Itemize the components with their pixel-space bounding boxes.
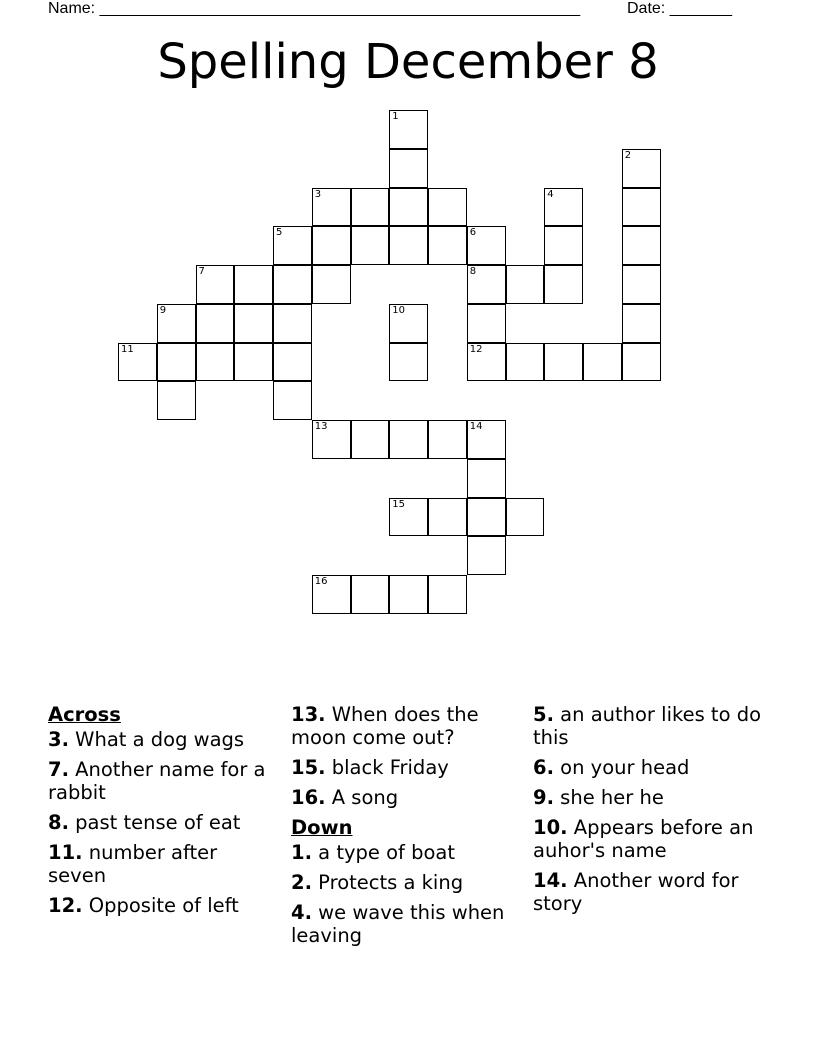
grid-cell[interactable] [196,304,235,343]
grid-cell[interactable] [273,265,312,304]
grid-cell[interactable] [544,226,583,265]
grid-cell[interactable] [389,343,428,382]
clues-column-1 [48,703,276,924]
clue-across-16: 16. A song [291,786,399,809]
grid-cell[interactable] [506,343,545,382]
clue-number: 6 [469,227,477,239]
grid-cell[interactable] [312,420,351,459]
grid-cell[interactable] [467,343,506,382]
clue-number: 11 [121,343,134,355]
clue-down-4: 4. we wave this when leaving [291,901,505,947]
grid-cell[interactable] [389,110,428,149]
grid-cell[interactable] [389,304,428,343]
clue-number: 7 [198,266,205,277]
clue-number: 16 [314,576,328,587]
grid-cell[interactable] [544,343,583,382]
grid-cell[interactable] [157,304,196,343]
grid-cell[interactable] [118,343,157,382]
grid-cell[interactable] [622,188,661,227]
grid-cell[interactable] [467,498,506,537]
grid-cell[interactable] [428,420,467,459]
date-field-label: Date: _______ [627,0,732,17]
grid-cell[interactable] [312,188,351,227]
grid-cell[interactable] [351,575,390,614]
grid-cell[interactable] [389,226,428,265]
clue-number: 2 [624,149,632,161]
across-heading: Across [48,703,121,726]
grid-cell[interactable] [389,575,428,614]
grid-cell[interactable] [196,343,235,382]
grid-cell[interactable] [467,226,506,265]
grid-cell[interactable] [428,575,467,614]
grid-cell[interactable] [622,226,661,265]
grid-cell[interactable] [389,149,428,188]
clues-column-2 [291,703,519,954]
grid-cell[interactable] [312,575,351,614]
grid-cell[interactable] [273,226,312,265]
grid-cell[interactable] [467,304,506,343]
clue-down-9: 9. she her he [533,786,664,809]
grid-cell[interactable] [389,420,428,459]
grid-cell[interactable] [622,343,661,382]
grid-cell[interactable] [312,226,351,265]
clue-number: 9 [159,304,167,316]
grid-cell[interactable] [157,343,196,382]
clue-number: 5 [276,227,283,239]
clue-down-10: 10. Appears before an auhor's name [533,816,754,862]
grid-cell[interactable] [273,343,312,382]
grid-cell[interactable] [234,265,273,304]
clue-number: 14 [469,421,483,432]
page-title: Spelling December 8 [157,34,659,90]
grid-cell[interactable] [622,265,661,304]
grid-cell[interactable] [157,381,196,420]
grid-cell[interactable] [467,536,506,575]
grid-cell[interactable] [196,265,235,304]
clue-across-7: 7. Another name for a rabbit [48,758,266,804]
grid-cell[interactable] [544,188,583,227]
clue-number: 12 [469,343,483,355]
grid-cell[interactable] [583,343,622,382]
grid-cell[interactable] [351,420,390,459]
clue-number: 3 [314,188,322,200]
clue-number: 1 [392,111,399,122]
grid-cell[interactable] [506,265,545,304]
grid-cell[interactable] [428,226,467,265]
clue-down-14: 14. Another word for story [533,869,739,915]
clue-number: 10 [392,304,405,316]
grid-cell[interactable] [467,265,506,304]
clue-down-1: 1. a type of boat [291,841,455,864]
down-heading: Down [291,816,353,839]
grid-cell[interactable] [312,265,351,304]
grid-cell[interactable] [544,265,583,304]
clue-number: 4 [547,188,554,200]
grid-cell[interactable] [467,420,506,459]
clue-across-13: 13. When does the moon come out? [291,703,479,749]
clue-across-11: 11. number after seven [48,841,218,887]
clues-column-3 [533,703,765,922]
clue-across-8: 8. past tense of eat [48,811,241,834]
grid-cell[interactable] [273,304,312,343]
name-field-label: Name: ______________________________________________________ [48,0,581,17]
clue-number: 13 [314,421,328,432]
grid-cell[interactable] [389,498,428,537]
grid-cell[interactable] [428,188,467,227]
clue-across-12: 12. Opposite of left [48,894,239,917]
grid-cell[interactable] [506,498,545,537]
grid-cell[interactable] [234,343,273,382]
grid-cell[interactable] [622,149,661,188]
grid-cell[interactable] [622,304,661,343]
grid-cell[interactable] [273,381,312,420]
clue-number: 15 [392,498,405,510]
clue-across-3: 3. What a dog wags [48,728,245,751]
grid-cell[interactable] [428,498,467,537]
grid-cell[interactable] [467,459,506,498]
clue-down-2: 2. Protects a king [291,871,464,894]
clue-down-5: 5. an author likes to do this [533,703,762,749]
clue-down-6: 6. on your head [533,756,690,779]
grid-cell[interactable] [351,188,390,227]
clue-number: 8 [469,266,477,277]
grid-cell[interactable] [389,188,428,227]
grid-cell[interactable] [351,226,390,265]
grid-cell[interactable] [234,304,273,343]
clue-across-15: 15. black Friday [291,756,449,779]
